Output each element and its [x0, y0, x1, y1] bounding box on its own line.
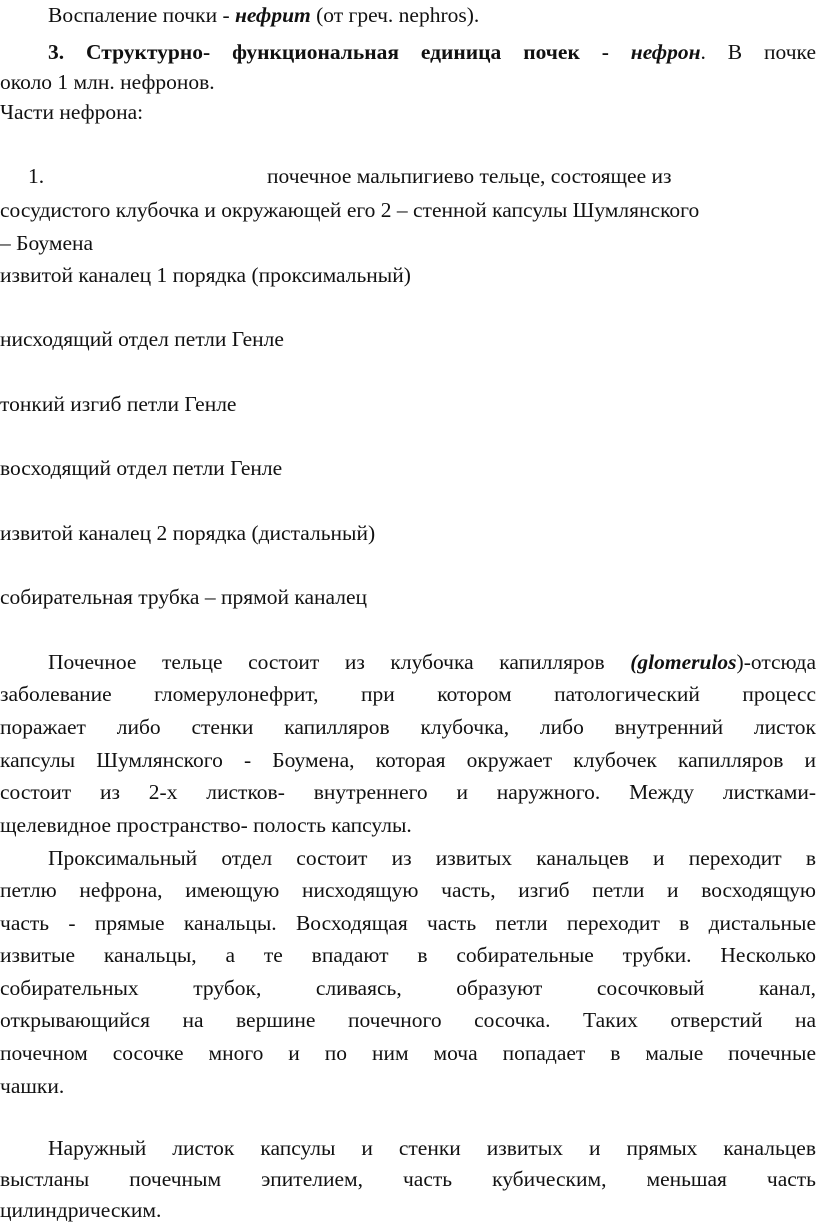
- para2-line6: открывающийся на вершине почечного сосочка. Таких отверстий на: [0, 1008, 816, 1032]
- intro-prefix: Воспаление почки -: [48, 3, 235, 27]
- para2-line3: часть - прямые канальцы. Восходящая часть петли переходит в дистальные: [0, 911, 816, 935]
- para1-l1-prefix: Почечное тельце состоит из клубочка капилляров: [48, 650, 631, 674]
- para2-line4: извитые канальцы, а те впадают в собирательные трубки. Несколько: [0, 943, 816, 967]
- section3-number: 3.: [48, 40, 65, 64]
- para1-line4: капсулы Шумлянского - Боумена, которая окружает клубочек капилляров и: [0, 748, 816, 772]
- para1-l1-term: (glomerulos: [630, 650, 737, 674]
- list-item-1-number: 1.: [28, 164, 45, 188]
- list-item-5: восходящий отдел петли Генле: [0, 456, 283, 480]
- list-item-1-line3: – Боумена: [0, 231, 94, 255]
- para1-line5: состоит из 2-х листков- внутреннего и наружного. Между листками-: [0, 780, 816, 804]
- section3-line1: [48, 37, 816, 67]
- para2-line7: почечном сосочке много и по ним моча попадает в малые почечные: [0, 1041, 816, 1065]
- list-item-4: тонкий изгиб петли Генле: [0, 392, 237, 416]
- para1-line1: [48, 647, 816, 677]
- para1-line3: поражает либо стенки капилляров клубочка, либо внутренний листок: [0, 715, 816, 739]
- para2-line8: чашки.: [0, 1074, 65, 1098]
- para3-line2: выстланы почечным эпителием, часть кубическим, меньшая часть: [0, 1167, 816, 1191]
- list-item-1-line1: почечное мальпигиево тельце, состоящее из: [267, 164, 672, 188]
- para1-line2: заболевание гломерулонефрит, при котором патологический процесс: [0, 682, 816, 706]
- intro-term: нефрит: [234, 3, 311, 27]
- para2-line1: Проксимальный отдел состоит из извитых канальцев и переходит в: [48, 846, 816, 870]
- list-item-7: собирательная трубка – прямой каналец: [0, 585, 368, 609]
- para3-line1: Наружный листок капсулы и стенки извитых и прямых канальцев: [48, 1136, 816, 1160]
- parts-title: Части нефрона:: [0, 100, 144, 124]
- para1-l1-suffix: )-отсюда: [736, 650, 816, 674]
- list-item-2: извитой каналец 1 порядка (проксимальный): [0, 263, 411, 287]
- para2-line2: петлю нефрона, имеющую нисходящую часть, изгиб петли и восходящую: [0, 878, 816, 902]
- list-item-3: нисходящий отдел петли Генле: [0, 327, 284, 351]
- para3-line3: цилиндрическим.: [0, 1198, 162, 1222]
- para1-line6: щелевидное пространство- полость капсулы.: [0, 813, 412, 837]
- intro-line: [48, 0, 788, 30]
- section3-rest: . В почке: [700, 40, 816, 64]
- section3-term: нефрон: [630, 40, 701, 64]
- list-item-6: извитой каналец 2 порядка (дистальный): [0, 521, 376, 545]
- section3-line2: около 1 млн. нефронов.: [0, 70, 215, 94]
- intro-suffix: (от греч. nephros).: [310, 3, 480, 27]
- list-item-1-line2: сосудистого клубочка и окружающей его 2 – стенной капсулы Шумлянского: [0, 198, 700, 222]
- section3-heading: Структурно- функциональная единица почек -: [86, 40, 631, 64]
- para2-line5: собирательных трубок, сливаясь, образуют сосочковый канал,: [0, 976, 816, 1000]
